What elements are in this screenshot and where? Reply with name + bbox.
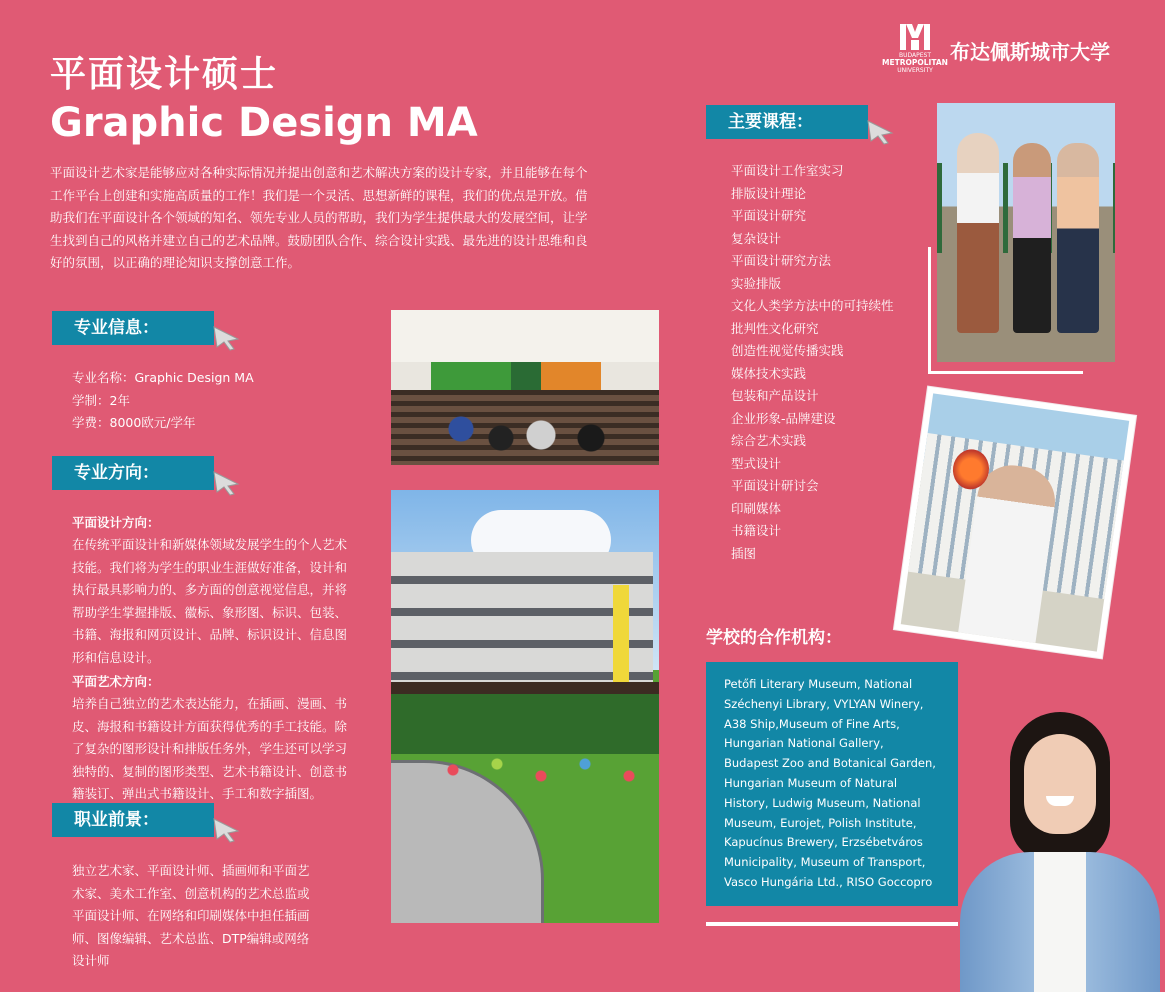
program-fee-item: 学费：8000欧元/学年 bbox=[72, 415, 196, 430]
program-info-heading bbox=[52, 311, 214, 345]
partners-box bbox=[706, 662, 958, 906]
classroom-photo bbox=[391, 310, 659, 465]
course-list bbox=[731, 160, 894, 565]
logo-line-1: BUDAPEST bbox=[898, 52, 931, 59]
course-item: 媒体技术实践 bbox=[731, 365, 807, 381]
course-item: 综合艺术实践 bbox=[731, 433, 807, 448]
course-item: 包装和产品设计 bbox=[731, 388, 819, 403]
graphic-design-direction-title: 平面设计方向： bbox=[72, 515, 160, 530]
course-item: 插图 bbox=[731, 545, 757, 561]
cursor-arrow-icon bbox=[212, 470, 240, 496]
course-item: 平面设计研讨会 bbox=[731, 478, 819, 493]
program-info-list bbox=[72, 367, 254, 435]
advisor-portrait-photo bbox=[960, 712, 1160, 992]
course-item: 文化人类学方法中的可持续性 bbox=[731, 298, 894, 313]
campus-building-photo bbox=[391, 490, 659, 923]
course-item: 平面设计研究 bbox=[731, 208, 807, 223]
course-item: 批判性文化研究 bbox=[731, 320, 819, 336]
courses-heading bbox=[706, 105, 868, 139]
partners-text: Petőfi Literary Museum, National Széchenyi Library, VYLYAN Winery, A38 Ship,Museum of Fine Arts, Hungarian National Gallery, Budapest Zoo and Botanical Garden, Hungarian Museum of Natural History, Ludwig Museum, National Museum, Eurojet, Polish Institute, Kapucínus Brewery, Erzsébetváros Municipality, Museum of Transport, Vasco Hungária Ltd., RISO Goccopro bbox=[724, 677, 936, 889]
course-item: 企业形象-品牌建设 bbox=[731, 410, 836, 426]
page-title-en: Graphic Design MA bbox=[50, 100, 478, 146]
partners-heading: 学校的合作机构： bbox=[706, 628, 842, 648]
page-title-cn: 平面设计硕士 bbox=[50, 54, 279, 95]
course-item: 排版设计理论 bbox=[731, 185, 807, 201]
rotated-photo-wrapper bbox=[894, 387, 1136, 659]
course-item: 印刷媒体 bbox=[731, 500, 782, 516]
university-logo-icon bbox=[898, 22, 932, 52]
student-with-sculpture-photo bbox=[901, 393, 1130, 651]
career-text: 独立艺术家、平面设计师、插画师和平面艺术家、美术工作室、创意机构的艺术总监或平面设计师、在网络和印刷媒体中担任插画师、图像编辑、艺术总监、DTP编辑或网络设计师 bbox=[72, 863, 310, 968]
intro-paragraph: 平面设计艺术家是能够应对各种实际情况并提出创意和艺术解决方案的设计专家，并且能够在每个工作平台上创建和实施高质量的工作！我们是一个灵活、思想新鲜的课程，我们的优点是开放。借助我们在平面设计各个领域的知名、领先专业人员的帮助，我们为学生提供最大的发展空间，让学生找到自己的风格并建立自己的艺术品牌。鼓励团队合作、综合设计实践、最先进的设计思维和良好的氛围，以正确的理论知识支撑创意工作。 bbox=[50, 165, 588, 270]
course-item: 平面设计研究方法 bbox=[731, 253, 832, 268]
course-item: 实验排版 bbox=[731, 275, 782, 291]
course-item: 创造性视觉传播实践 bbox=[731, 343, 844, 358]
course-item: 平面设计工作室实习 bbox=[731, 163, 844, 178]
program-name-item: 专业名称：Graphic Design MA bbox=[72, 370, 254, 385]
students-bridge-photo bbox=[937, 103, 1115, 362]
career-heading-text: 职业前景： bbox=[74, 810, 159, 830]
courses-heading-text: 主要课程： bbox=[728, 112, 813, 132]
graphic-art-direction-text: 培养自己独立的艺术表达能力，在插画、漫画、书皮、海报和书籍设计方面获得优秀的手工技能。除了复杂的图形设计和排版任务外，学生还可以学习独特的、复制的图形类型、艺术书籍设计、创意书籍装订、弹出式书籍设计、手工和数字插图。 bbox=[72, 696, 348, 801]
logo-line-2: METROPOLITAN bbox=[882, 58, 948, 67]
cursor-arrow-icon bbox=[212, 325, 240, 351]
course-item: 复杂设计 bbox=[731, 230, 782, 246]
program-duration-item: 学制：2年 bbox=[72, 392, 130, 408]
directions-heading bbox=[52, 456, 214, 490]
directions-section bbox=[72, 512, 352, 806]
partners-underline bbox=[706, 922, 958, 926]
graphic-art-direction-title: 平面艺术方向： bbox=[72, 674, 160, 689]
university-logo bbox=[880, 22, 950, 82]
university-name: 布达佩斯城市大学 bbox=[950, 40, 1110, 64]
cursor-arrow-icon bbox=[212, 817, 240, 843]
directions-heading-text: 专业方向： bbox=[74, 463, 159, 483]
logo-line-3: UNIVERSITY bbox=[897, 67, 933, 74]
career-heading bbox=[52, 803, 214, 837]
graphic-design-direction-text: 在传统平面设计和新媒体领域发展学生的个人艺术技能。我们将为学生的职业生涯做好准备，设计和执行最具影响力的、多方面的创意视觉信息，并将帮助学生掌握排版、徽标、象形图、标识、包装、书籍、海报和网页设计、品牌、标识设计、信息图形和信息设计。 bbox=[72, 537, 348, 665]
cursor-arrow-icon bbox=[866, 119, 894, 145]
course-item: 书籍设计 bbox=[731, 523, 782, 538]
course-item: 型式设计 bbox=[731, 455, 782, 471]
program-info-heading-text: 专业信息： bbox=[74, 318, 159, 338]
